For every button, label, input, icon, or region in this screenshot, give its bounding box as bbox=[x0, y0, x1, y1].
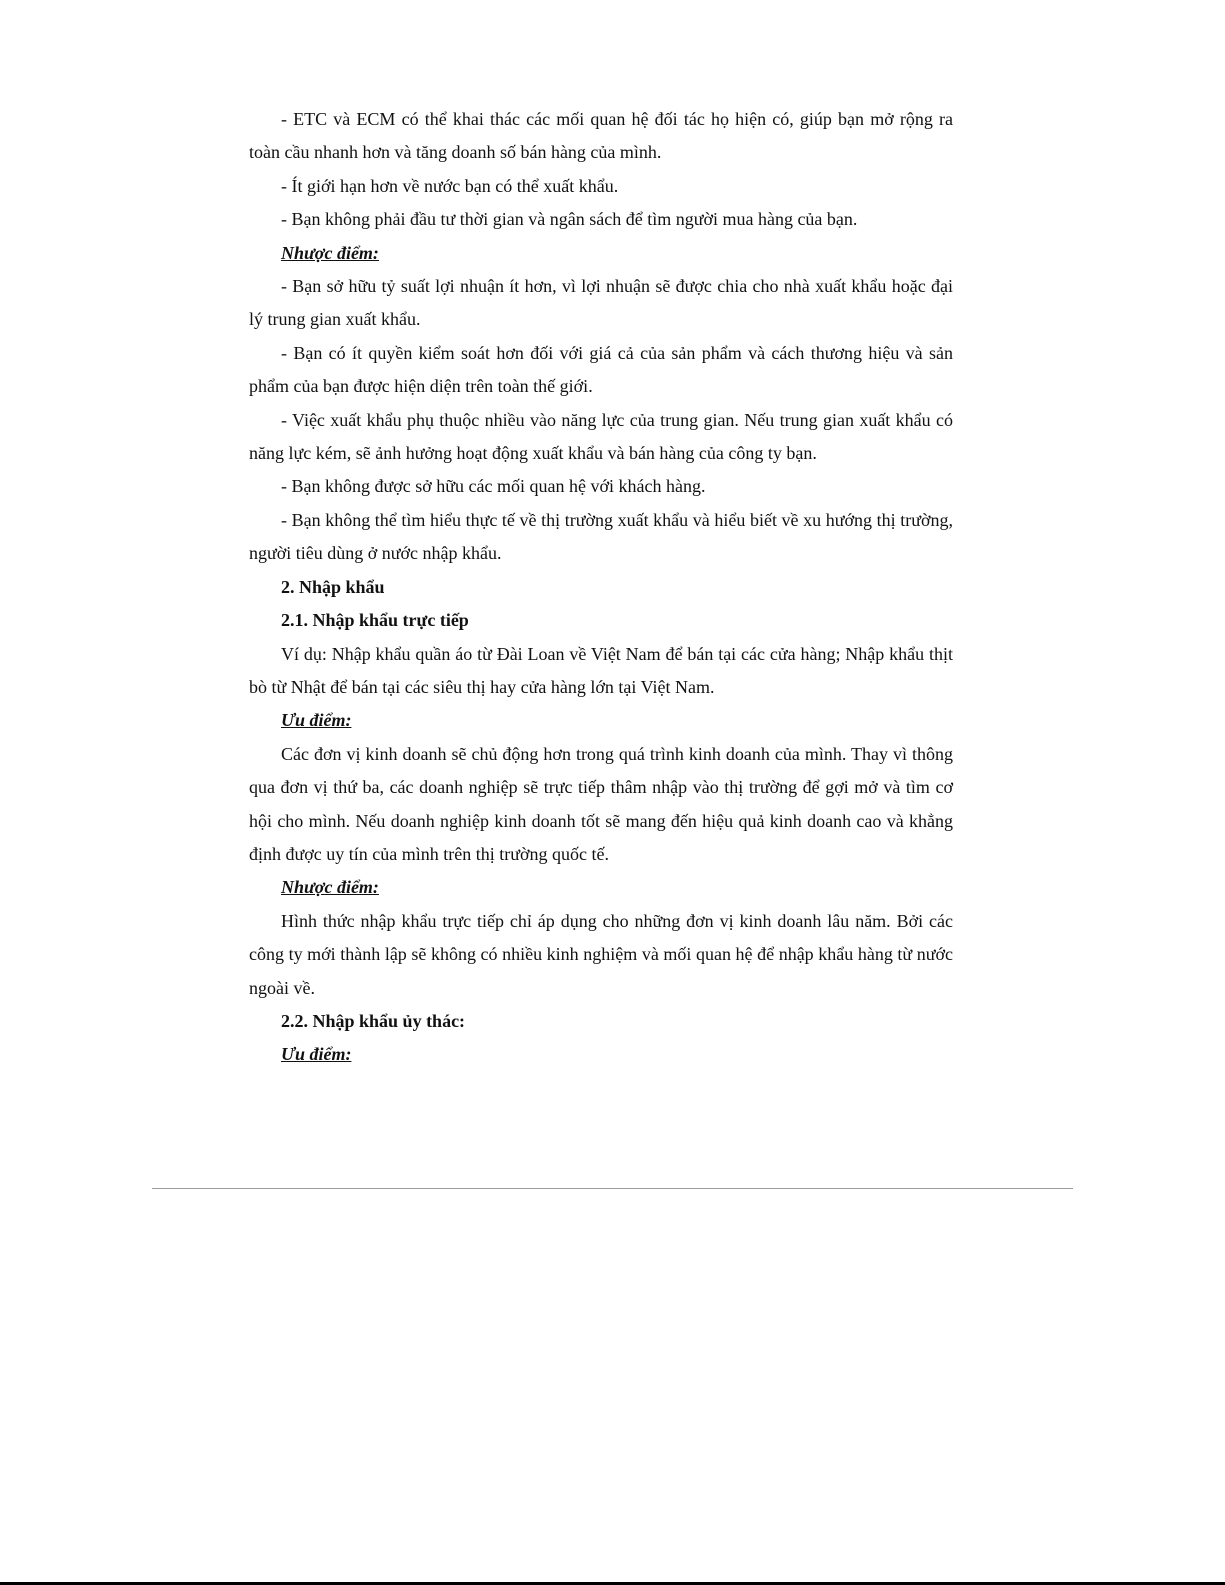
paragraph-no-customer-relations: - Bạn không được sở hữu các mối quan hệ với khách hàng. bbox=[281, 476, 706, 497]
subsection-heading-direct-import: 2.1. Nhập khẩu trực tiếp bbox=[281, 610, 469, 631]
label-disadvantages-direct-import: Nhược điểm: bbox=[281, 877, 379, 898]
paragraph-etc-ecm-partners: - ETC và ECM có thể khai thác các mối quan hệ đối tác họ hiện có, giúp bạn mở rộng ra toàn cầu nhanh hơn và tăng doanh số bán hàng của mình. bbox=[249, 109, 953, 163]
paragraph-direct-import-disadvantages: Hình thức nhập khẩu trực tiếp chỉ áp dụng cho những đơn vị kinh doanh lâu năm. Bởi các công ty mới thành lập sẽ không có nhiều kinh nghiệm và mối quan hệ để nhập khẩu hàng từ nước ngoài về. bbox=[249, 910, 953, 998]
paragraph-direct-import-example: Ví dụ: Nhập khẩu quần áo từ Đài Loan về Việt Nam để bán tại các cửa hàng; Nhập khẩu thịt bò từ Nhật để bán tại các siêu thị hay cửa hàng lớn tại Việt Nam. bbox=[249, 643, 953, 697]
paragraph-less-control: - Bạn có ít quyền kiểm soát hơn đối với giá cả của sản phẩm và cách thương hiệu và sản phẩm của bạn được hiện diện trên toàn thế giới. bbox=[249, 342, 953, 397]
paragraph-no-market-insight: - Bạn không thể tìm hiểu thực tế về thị trường xuất khẩu và hiểu biết về xu hướng thị trường, người tiêu dùng ở nước nhập khẩu. bbox=[249, 509, 953, 564]
section-heading-import: 2. Nhập khẩu bbox=[281, 576, 385, 597]
paragraph-fewer-country-limits: - Ít giới hạn hơn về nước bạn có thể xuất khẩu. bbox=[281, 175, 619, 196]
paragraph-direct-import-advantages: Các đơn vị kinh doanh sẽ chủ động hơn trong quá trình kinh doanh của mình. Thay vì thông qua đơn vị thứ ba, các doanh nghiệp sẽ trực tiếp thâm nhập vào thị trường để gợi mở và tìm cơ hội cho mình. Nếu doanh nghiệp kinh doanh tốt sẽ mang đến hiệu quả kinh doanh cao và khẳng định được uy tín của mình trên thị trường quốc tế. bbox=[249, 743, 953, 864]
paragraph-lower-profit-margin: - Bạn sở hữu tỷ suất lợi nhuận ít hơn, vì lợi nhuận sẽ được chia cho nhà xuất khẩu hoặc đại lý trung gian xuất khẩu. bbox=[249, 276, 953, 330]
subsection-heading-entrusted-import: 2.2. Nhập khẩu ủy thác: bbox=[281, 1010, 466, 1031]
paragraph-depends-on-intermediary: - Việc xuất khẩu phụ thuộc nhiều vào năng lực của trung gian. Nếu trung gian xuất khẩu có năng lực kém, sẽ ảnh hưởng hoạt động xuất khẩu và bán hàng của công ty bạn. bbox=[249, 409, 953, 464]
paragraph-no-buyer-search-cost: - Bạn không phải đầu tư thời gian và ngân sách để tìm người mua hàng của bạn. bbox=[281, 209, 858, 230]
label-advantages-entrusted-import: Ưu điểm: bbox=[281, 1044, 352, 1065]
label-disadvantages-indirect-export: Nhược điểm: bbox=[281, 242, 379, 263]
page-divider bbox=[152, 1188, 1073, 1189]
label-advantages-direct-import: Ưu điểm: bbox=[281, 710, 352, 731]
document-body bbox=[249, 103, 953, 1072]
